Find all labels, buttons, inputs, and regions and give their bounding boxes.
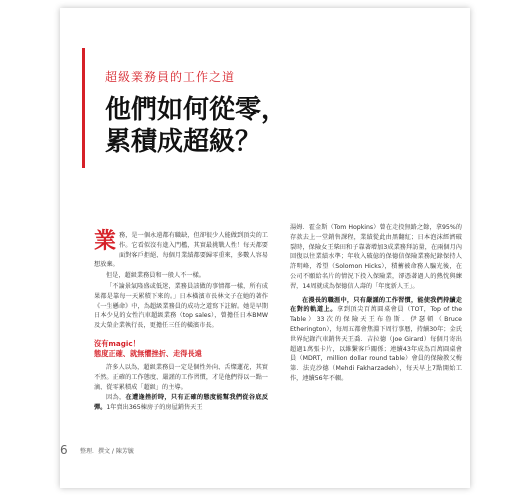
subheading-line-1: 沒有magic！ bbox=[94, 338, 140, 348]
dropcap: 業 bbox=[94, 229, 117, 254]
article-column-right bbox=[290, 223, 462, 385]
paragraph bbox=[94, 231, 268, 270]
accent-bar bbox=[82, 48, 85, 168]
byline: 整理．撰文 / 陳芳毓 bbox=[80, 448, 134, 455]
paragraph: 但是，超級業務員和一般人不一樣。 bbox=[106, 272, 205, 280]
paragraph bbox=[290, 296, 462, 384]
headline-line-1: 他們如何從零， bbox=[105, 95, 288, 125]
paragraph-text: 因為， bbox=[106, 394, 126, 402]
paragraph-text: 拿到頂尖百萬圓桌會員（TOT，Top of the Table）33次的保險天王布魯斯．伊瑟頓（Bruce Etherington），每周五都會焦淵下周行事曆，持續30年；金氏世界紀錄汽車銷售天王喬．吉拉德（Joe Girard）每個月寄出超過1萬張卡片，以維繫客戶關係；連續43年成為百萬圓桌會員（MDRT，million dollar round table）會員的保險教父梅第．法克沙德（Mehdi Fakharzadeh），每天早上7點開始工作，連續56年不輟。 bbox=[290, 306, 463, 382]
magazine-page bbox=[60, 8, 470, 488]
paragraph: 「不論景氣隆盛或低迷，業務員該做的事情都一樣，所有成果都是靠每一天累積下來的。」日本橫濱市長林文子在她的著作《一生懸命》中，為超級業務員的成功之道寫下註解。她是早期日本少見的女性汽車超級業務（top sales），曾擔任日本BMW及大榮企業執行長，更擔任三任的橫濱市長。 bbox=[94, 282, 268, 330]
article-column-left bbox=[94, 231, 268, 414]
page-number: 6 bbox=[60, 443, 68, 457]
emphasis-text: 在遭逢挫折時，只有正確的態度能幫我們從谷底反彈。 bbox=[94, 394, 269, 412]
paragraph: 許多人以為，超級業務員一定是個性外向、舌燦蓮花，其實不然。正確的工作態度、嚴謹的工作習慣，才是他們得以一點一滴、從零累積成「超級」的主導。 bbox=[94, 363, 268, 391]
subheading-line-2: 態度正確、就無懼挫折、走得長遠 bbox=[94, 348, 202, 358]
emphasis-text: 在漫長的職涯中，只有嚴謹的工作習慣，能使我們持續走在對的軌道上。 bbox=[290, 296, 462, 314]
section-title: 超級業務員的工作之道 bbox=[105, 70, 236, 84]
subheading bbox=[94, 339, 268, 359]
paragraph-text: 務，是一個永遠都有職缺，但卻很少人能做到頂尖的工作。它看似沒有進入門檻，其實最挑戰人性！每天都要面對客戶拒絕、每個月業績都要歸零重來，多數人容易想放棄。 bbox=[94, 232, 268, 269]
headline-line-2: 累積成超級？ bbox=[105, 127, 262, 157]
paragraph-text: 1年賣出365棟房子的房屋銷售天王 bbox=[106, 404, 203, 412]
headline bbox=[105, 94, 287, 158]
paragraph: 湯姆．霍金斯（Tom Hopkins）曾在走投無路之餘，拿95%的存款去上一堂銷售課程，業績從此由黑翻紅；日本泡沫經濟破裂時，保險女王柴田和子靠著增加3成業務拜訪量，在兩個月內回復以往業績水準；年收入破億的保德信保險業務紀錄保持人許明峰，希望（Solomon Hicks），積蓄被命務人騙光後，在公司不願給名片的情況下投入保險業，卻憑著過人的熱忱與練習，14周就成為保德信人壽的「年度新人王」。 bbox=[290, 224, 462, 290]
paragraph bbox=[94, 393, 268, 413]
